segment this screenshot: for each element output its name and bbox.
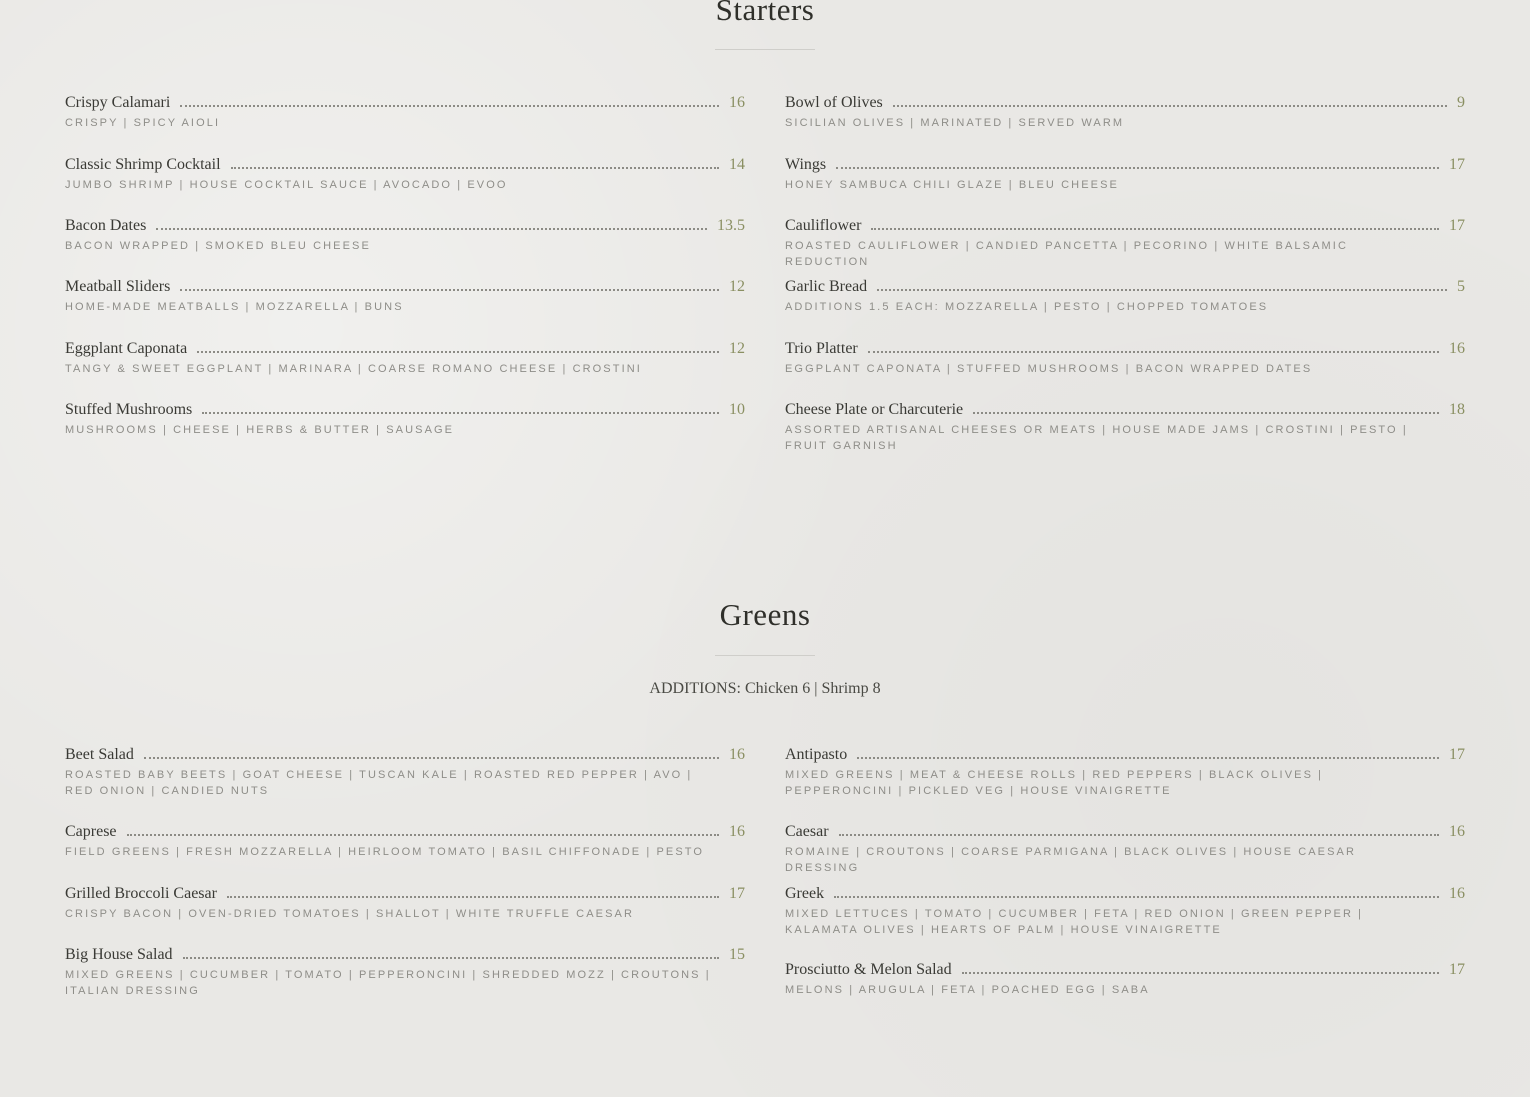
menu-item-price: 15 <box>729 946 745 963</box>
dot-leader <box>868 351 1439 353</box>
dot-leader <box>834 896 1439 898</box>
dot-leader <box>857 757 1439 759</box>
menu-item-price: 17 <box>1449 156 1465 173</box>
menu-item-name: Grilled Broccoli Caesar <box>65 885 217 902</box>
menu-item <box>785 744 1465 799</box>
menu-item-name: Caprese <box>65 823 117 840</box>
menu-item-price: 18 <box>1449 401 1465 418</box>
menu-item-price: 17 <box>1449 746 1465 763</box>
menu-item-description: MUSHROOMS | CHEESE | HERBS & BUTTER | SAUSAGE <box>65 424 455 436</box>
menu-item-price: 17 <box>1449 961 1465 978</box>
menu-item-name: Classic Shrimp Cocktail <box>65 156 221 173</box>
section-divider <box>715 49 815 50</box>
menu-item-name: Greek <box>785 885 825 902</box>
menu-item-price: 13.5 <box>717 217 745 234</box>
menu-item-name: Crispy Calamari <box>65 94 171 111</box>
menu-item-price: 16 <box>729 94 745 111</box>
menu-item <box>65 744 745 799</box>
menu-item-price: 16 <box>1449 340 1465 357</box>
menu-item-description: ROASTED BABY BEETS | GOAT CHEESE | TUSCAN KALE | ROASTED RED PEPPER | AVO | RED ONION | CANDIED NUTS <box>65 769 693 797</box>
menu-item-price: 10 <box>729 401 745 418</box>
menu-item-name: Beet Salad <box>65 746 134 763</box>
section-title-greens: Greens <box>719 597 811 632</box>
menu-item-description: ADDITIONS 1.5 EACH: MOZZARELLA | PESTO | CHOPPED TOMATOES <box>785 301 1269 313</box>
menu-item-price: 12 <box>729 340 745 357</box>
dot-leader <box>227 896 719 898</box>
menu-item-price: 16 <box>1449 823 1465 840</box>
menu-item-description: MIXED GREENS | MEAT & CHEESE ROLLS | RED PEPPERS | BLACK OLIVES | PEPPERONCINI | PICKLED VEG | HOUSE VINAIGRETTE <box>785 769 1324 797</box>
menu-item-name: Stuffed Mushrooms <box>65 401 193 418</box>
dot-leader <box>156 228 707 230</box>
dot-leader <box>962 972 1439 974</box>
menu-item-name: Bowl of Olives <box>785 94 883 111</box>
menu-item-description: CRISPY BACON | OVEN-DRIED TOMATOES | SHALLOT | WHITE TRUFFLE CAESAR <box>65 908 634 920</box>
menu-item <box>65 399 745 439</box>
menu-item <box>785 883 1465 938</box>
dot-leader <box>183 957 719 959</box>
menu-item <box>785 276 1465 316</box>
dot-leader <box>197 351 719 353</box>
menu-item <box>785 338 1465 378</box>
menu-item-price: 14 <box>729 156 745 173</box>
menu-item <box>65 944 745 999</box>
menu-item-price: 5 <box>1457 278 1465 295</box>
menu-item-description: EGGPLANT CAPONATA | STUFFED MUSHROOMS | BACON WRAPPED DATES <box>785 363 1313 375</box>
menu-item-price: 16 <box>729 823 745 840</box>
dot-leader <box>893 105 1447 107</box>
greens-additions-note: ADDITIONS: Chicken 6 | Shrimp 8 <box>649 680 881 697</box>
menu-item-price: 17 <box>729 885 745 902</box>
menu-item <box>65 154 745 194</box>
menu-item <box>785 399 1465 454</box>
menu-item <box>65 821 745 861</box>
dot-leader <box>836 167 1439 169</box>
menu-item-description: CRISPY | SPICY AIOLI <box>65 117 221 129</box>
menu-item <box>785 92 1465 132</box>
menu-item-description: TANGY & SWEET EGGPLANT | MARINARA | COARSE ROMANO CHEESE | CROSTINI <box>65 363 642 375</box>
menu-item-name: Cauliflower <box>785 217 862 234</box>
menu-item <box>65 92 745 132</box>
menu-item-price: 17 <box>1449 217 1465 234</box>
menu-item-name: Meatball Sliders <box>65 278 171 295</box>
menu-item-price: 16 <box>1449 885 1465 902</box>
menu-item-price: 16 <box>729 746 745 763</box>
menu-item-name: Antipasto <box>785 746 848 763</box>
dot-leader <box>180 289 719 291</box>
dot-leader <box>127 834 719 836</box>
menu-item-price: 12 <box>729 278 745 295</box>
menu-item <box>785 215 1465 270</box>
menu-item <box>65 276 745 316</box>
menu-item-description: MIXED LETTUCES | TOMATO | CUCUMBER | FETA | RED ONION | GREEN PEPPER | KALAMATA OLIVES | HEARTS OF PALM | HOUSE VINAIGRETTE <box>785 908 1364 936</box>
menu-item-name: Garlic Bread <box>785 278 868 295</box>
menu-item-description: MELONS | ARUGULA | FETA | POACHED EGG | SABA <box>785 984 1150 996</box>
menu-item <box>785 959 1465 999</box>
menu-item-description: FIELD GREENS | FRESH MOZZARELLA | HEIRLOOM TOMATO | BASIL CHIFFONADE | PESTO <box>65 846 705 858</box>
menu-item-name: Cheese Plate or Charcuterie <box>785 401 964 418</box>
menu-item-name: Wings <box>785 156 827 173</box>
menu-item-name: Bacon Dates <box>65 217 147 234</box>
dot-leader <box>202 412 719 414</box>
dot-leader <box>973 412 1439 414</box>
menu-item-price: 9 <box>1457 94 1465 111</box>
dot-leader <box>180 105 719 107</box>
dot-leader <box>839 834 1439 836</box>
menu-item-description: ROMAINE | CROUTONS | COARSE PARMIGANA | BLACK OLIVES | HOUSE CAESAR DRESSING <box>785 846 1357 874</box>
dot-leader <box>144 757 719 759</box>
dot-leader <box>877 289 1447 291</box>
menu-item-description: ASSORTED ARTISANAL CHEESES OR MEATS | HOUSE MADE JAMS | CROSTINI | PESTO | FRUIT GARNISH <box>785 424 1408 452</box>
section-title-starters: Starters <box>715 0 815 27</box>
menu-item <box>65 215 745 255</box>
menu-item-description: BACON WRAPPED | SMOKED BLEU CHEESE <box>65 240 371 252</box>
menu-item-name: Big House Salad <box>65 946 173 963</box>
menu-item-description: JUMBO SHRIMP | HOUSE COCKTAIL SAUCE | AVOCADO | EVOO <box>65 179 508 191</box>
dot-leader <box>231 167 719 169</box>
menu-item <box>785 154 1465 194</box>
menu-item-description: MIXED GREENS | CUCUMBER | TOMATO | PEPPERONCINI | SHREDDED MOZZ | CROUTONS | ITALIAN DRESSING <box>65 969 711 997</box>
menu-item-description: SICILIAN OLIVES | MARINATED | SERVED WARM <box>785 117 1125 129</box>
menu-item-description: HOME-MADE MEATBALLS | MOZZARELLA | BUNS <box>65 301 404 313</box>
menu-item <box>65 883 745 923</box>
dot-leader <box>871 228 1439 230</box>
menu-item-name: Trio Platter <box>785 340 858 357</box>
menu-item <box>785 821 1465 876</box>
menu-item-name: Eggplant Caponata <box>65 340 188 357</box>
menu-item-description: ROASTED CAULIFLOWER | CANDIED PANCETTA | PECORINO | WHITE BALSAMIC REDUCTION <box>785 240 1348 268</box>
menu-item-name: Prosciutto & Melon Salad <box>785 961 952 978</box>
menu-item-name: Caesar <box>785 823 829 840</box>
section-divider <box>715 655 815 656</box>
menu-item-description: HONEY SAMBUCA CHILI GLAZE | BLEU CHEESE <box>785 179 1119 191</box>
menu-item <box>65 338 745 378</box>
